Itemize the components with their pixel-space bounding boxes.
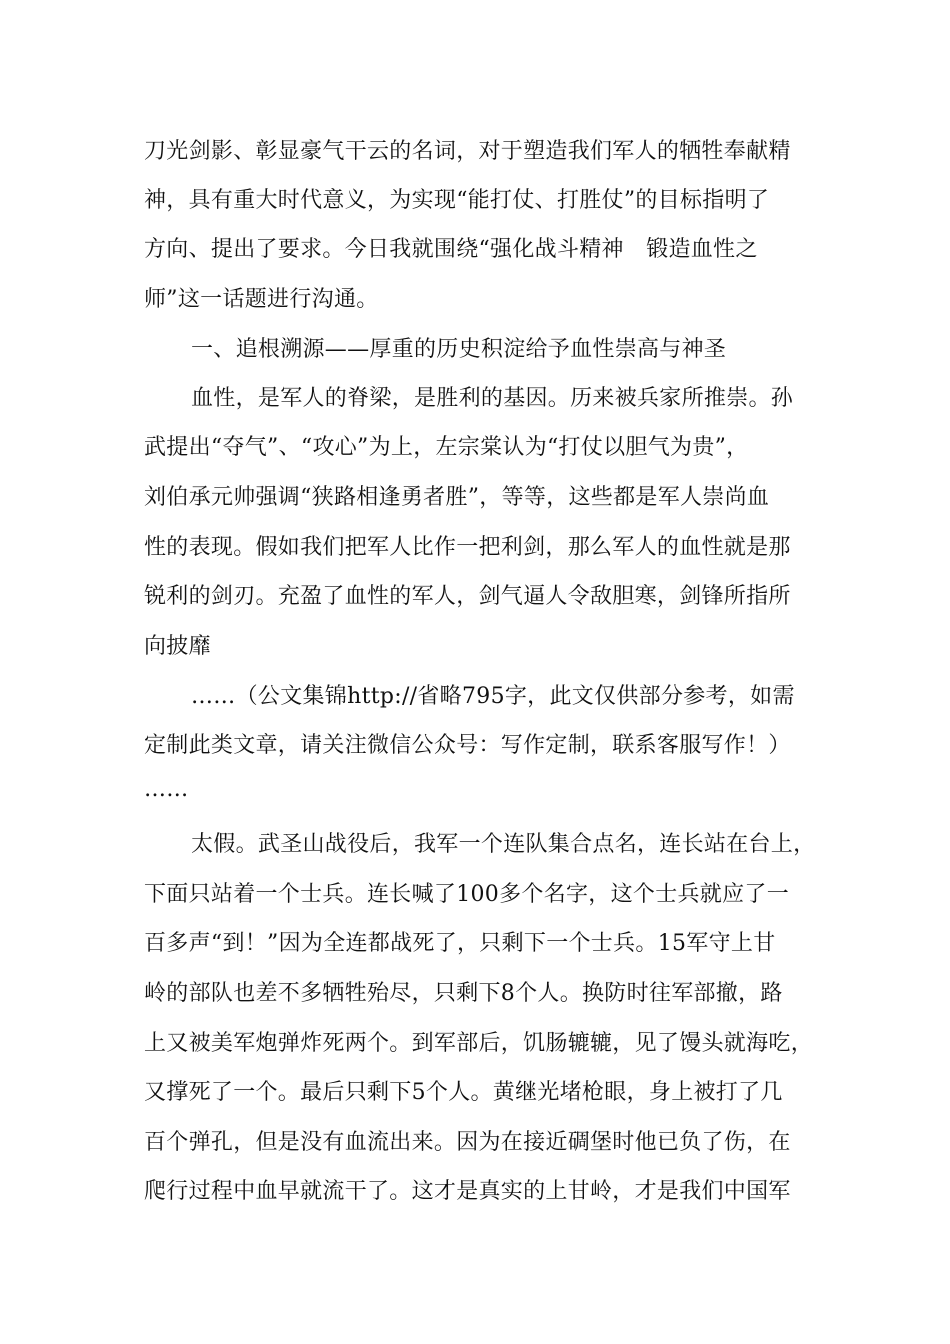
text-line: 方向、提出了要求。今日我就围绕“强化战斗精神 锻造血性之 (144, 237, 758, 262)
text-line: 爬行过程中血早就流干了。这才是真实的上甘岭，才是我们中国军 (144, 1179, 791, 1204)
text-line: 刀光剑影、彰显豪气干云的名词，对于塑造我们军人的牺牲奉献精 (144, 139, 791, 164)
text-line: 上又被美军炮弹炸死两个。到军部后，饥肠辘辘，见了馒头就海吃， (144, 1031, 814, 1056)
section-heading: 一、追根溯源——厚重的历史积淀给予血性崇高与神圣 (191, 337, 727, 362)
text-line: 定制此类文章，请关注微信公众号：写作定制，联系客服写作！） (144, 733, 791, 758)
text-line: 师”这一话题进行沟通。 (144, 287, 379, 312)
text-line: 向披靡 (144, 634, 211, 659)
text-line: 百多声“到！”因为全连都战死了，只剩下一个士兵。15军守上甘 (144, 931, 776, 956)
text-line: 性的表现。假如我们把军人比作一把利剑，那么军人的血性就是那 (144, 535, 791, 560)
text-line: 刘伯承元帅强调“狭路相逢勇者胜”，等等，这些都是军人崇尚血 (144, 485, 770, 510)
text-line: 下面只站着一个士兵。连长喊了100多个名字，这个士兵就应了一 (144, 882, 789, 907)
text-line: 武提出“夺气”、“攻心”为上，左宗棠认为“打仗以胆气为贵”， (144, 435, 749, 460)
text-line: ……（公文集锦http://省略795字，此文仅供部分参考，如需 (191, 684, 795, 709)
text-line: 神，具有重大时代意义，为实现“能打仗、打胜仗”的目标指明了 (144, 188, 770, 213)
text-line: 又撑死了一个。最后只剩下5个人。黄继光堵枪眼，身上被打了几 (144, 1080, 783, 1105)
text-line: 岭的部队也差不多牺牲殆尽，只剩下8个人。换防时往军部撤，路 (144, 981, 783, 1006)
text-line: …… (144, 777, 189, 802)
text-line: 锐利的剑刃。充盈了血性的军人，剑气逼人令敌胆寒，剑锋所指所 (144, 584, 791, 609)
text-line: 血性，是军人的脊梁，是胜利的基因。历来被兵家所推崇。孙 (191, 386, 794, 411)
text-line: 太假。武圣山战役后，我军一个连队集合点名，连长站在台上， (191, 832, 816, 857)
text-line: 百个弹孔，但是没有血流出来。因为在接近碉堡时他已负了伤，在 (144, 1130, 791, 1155)
